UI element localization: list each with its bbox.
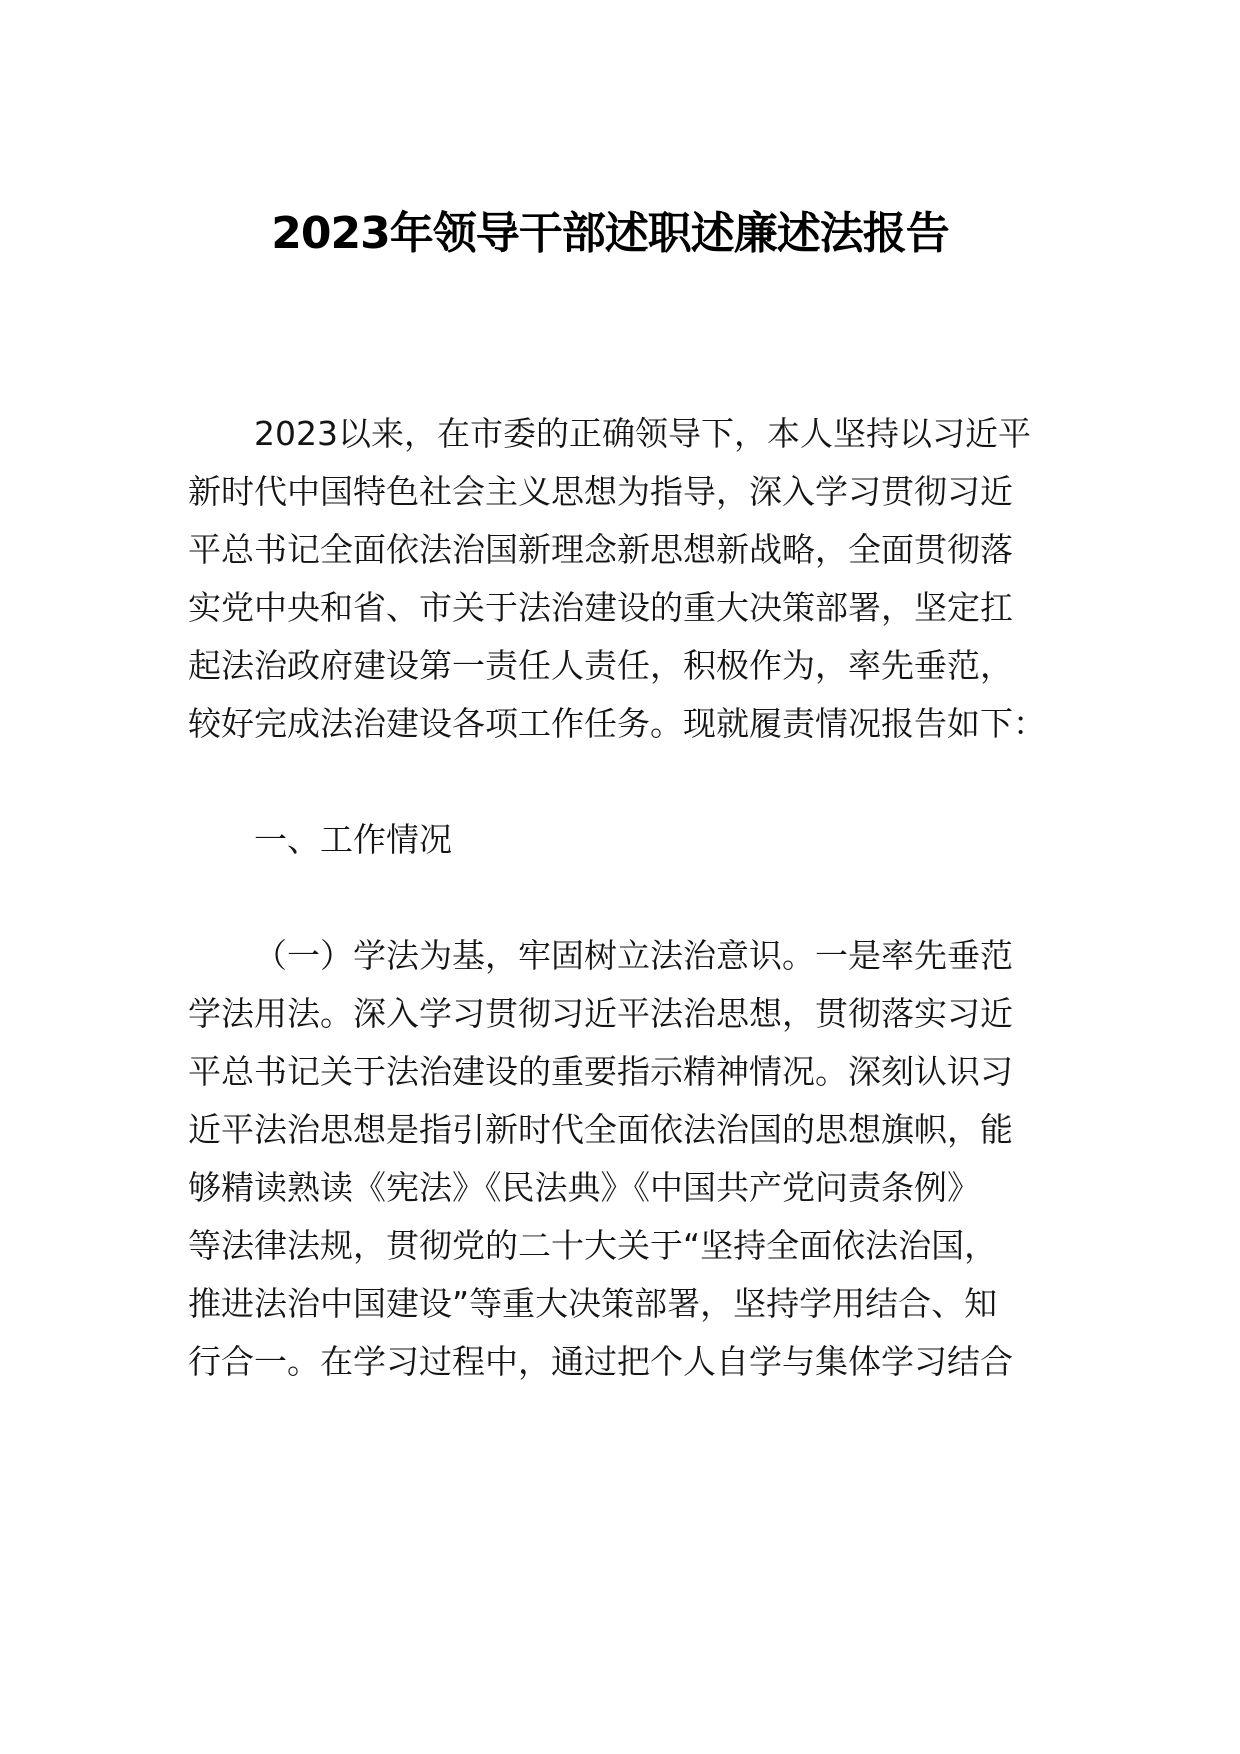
document-title: 2023年领导干部述职述廉述法报告 [271,208,949,259]
paragraph-line: 推进法治中国建设”等重大决策部署，坚持学用结合、知 [188,1284,998,1323]
paragraph-line: 较好完成法治建设各项工作任务。现就履责情况报告如下： [188,704,1046,743]
section-heading: 一、工作情况 [254,820,452,859]
paragraph-line: （一）学法为基，牢固树立法治意识。一是率先垂范 [254,936,1013,975]
paragraph-line: 平总书记全面依法治国新理念新思想新战略，全面贯彻落 [188,530,1013,569]
paragraph-line: 起法治政府建设第一责任人责任，积极作为，率先垂范， [188,646,1013,685]
paragraph-line: 等法律法规，贯彻党的二十大关于“坚持全面依法治国， [188,1226,998,1265]
paragraph-line: 够精读熟读《宪法》《民法典》《中国共产党问责条例》 [188,1168,980,1207]
paragraph-line: 平总书记关于法治建设的重要指示精神情况。深刻认识习 [188,1052,1013,1091]
paragraph-line: 新时代中国特色社会主义思想为指导，深入学习贯彻习近 [188,472,1013,511]
paragraph-line: 实党中央和省、市关于法治建设的重大决策部署，坚定扛 [188,588,1013,627]
paragraph-line: 行合一。在学习过程中，通过把个人自学与集体学习结合 [188,1342,1013,1381]
paragraph-line: 2023以来，在市委的正确领导下，本人坚持以习近平 [254,414,1031,453]
paragraph-line: 学法用法。深入学习贯彻习近平法治思想，贯彻落实习近 [188,994,1013,1033]
paragraph-line: 近平法治思想是指引新时代全面依法治国的思想旗帜，能 [188,1110,1013,1149]
